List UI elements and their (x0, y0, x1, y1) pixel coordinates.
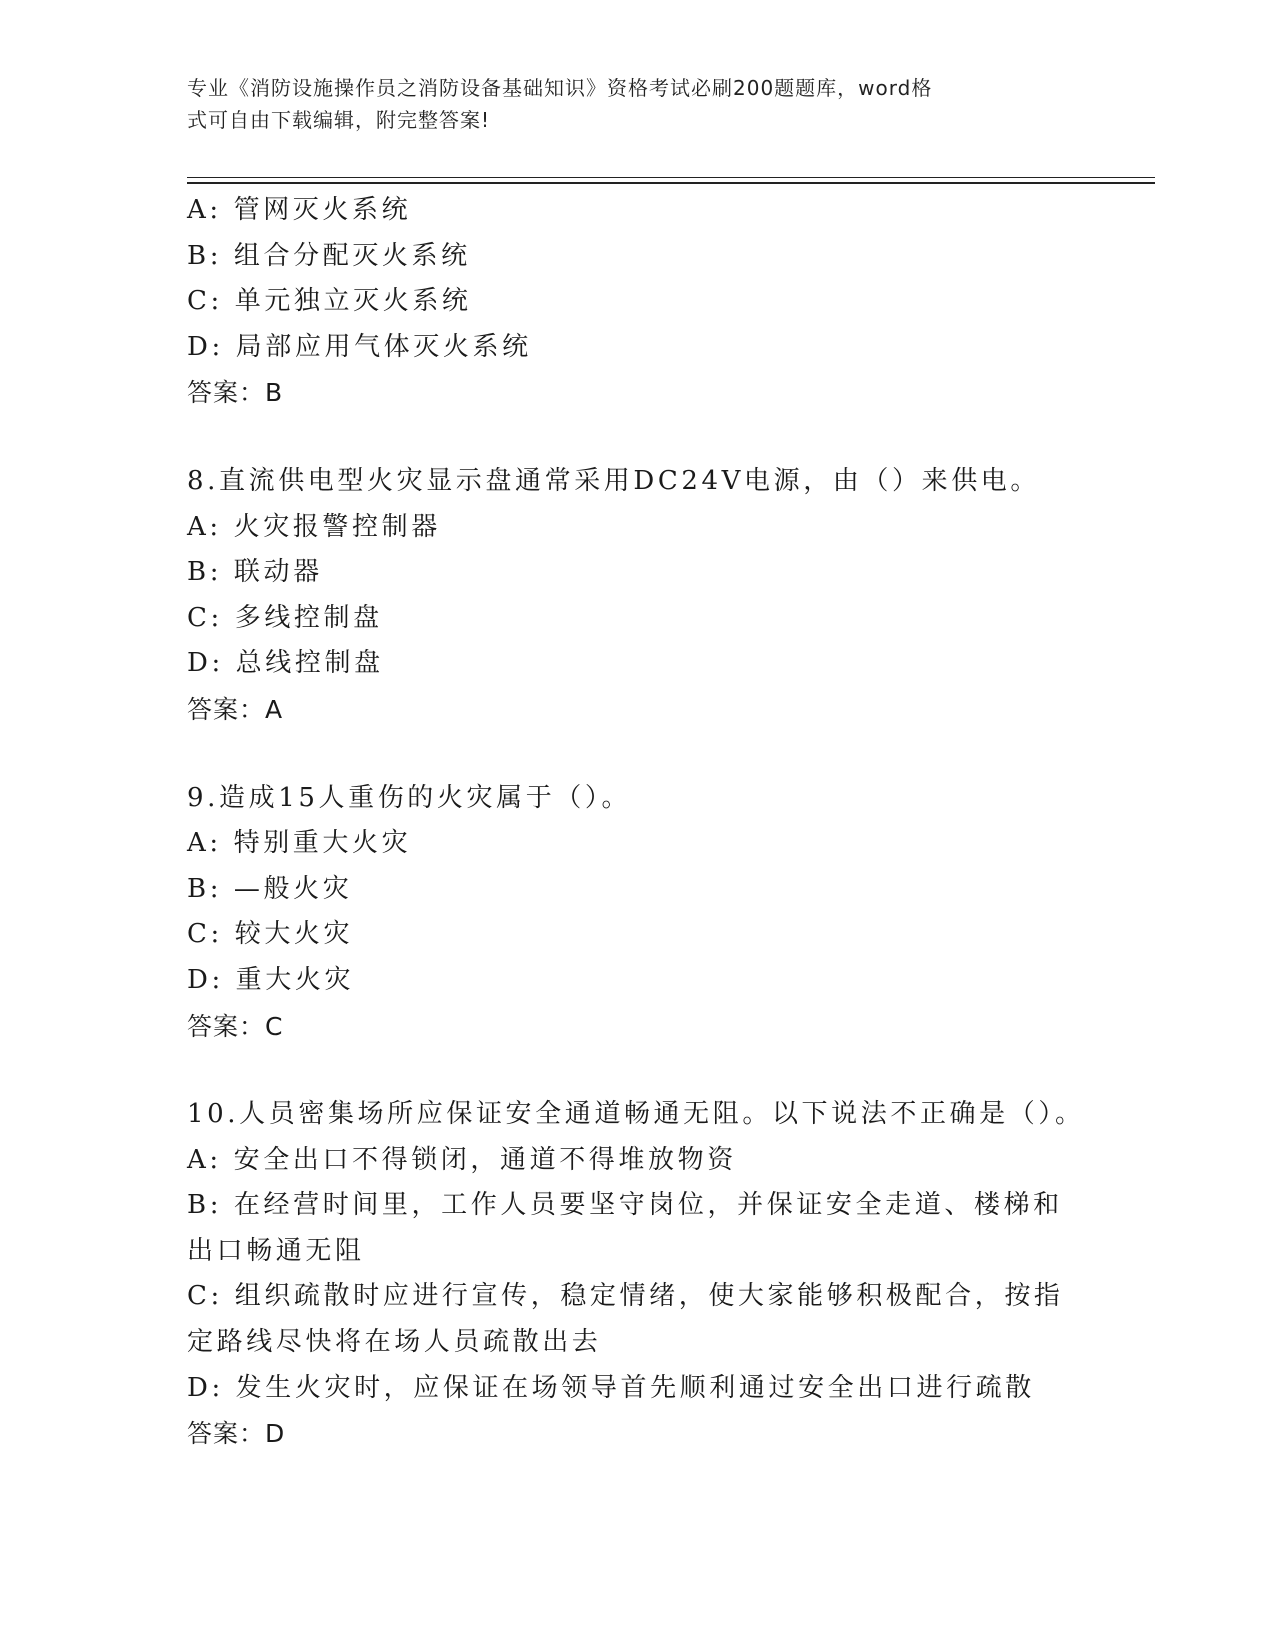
question-text: 9.造成15人重伤的火灾属于（）。 (187, 782, 632, 813)
option-d: D: 局部应用气体灭火系统 (187, 331, 532, 362)
option-c: C: 较大火灾 (187, 919, 354, 950)
question-9 (187, 776, 1087, 1050)
spacer (187, 733, 1087, 776)
spacer (187, 1049, 1087, 1092)
option-a: A: 火灾报警控制器 (187, 511, 441, 542)
option-c: C: 多线控制盘 (187, 602, 383, 633)
answer: 答案：C (187, 1011, 284, 1041)
question-10 (187, 1092, 1087, 1457)
answer: 答案：A (187, 694, 284, 724)
document-header (187, 72, 1067, 136)
header-divider-thin (187, 177, 1155, 178)
question-7 (187, 188, 1087, 416)
question-list (187, 188, 1087, 1457)
option-a: A: 管网灭火系统 (187, 195, 412, 225)
question-text: 8.直流供电型火灾显示盘通常采用DC24V电源，由（）来供电。 (187, 465, 1041, 496)
option-b: B: 联动器 (187, 557, 323, 588)
option-d: D: 总线控制盘 (187, 648, 384, 679)
header-line-1: 专业《消防设施操作员之消防设备基础知识》资格考试必刷200题题库，word格 (187, 76, 933, 100)
option-b: B: 在经营时间里，工作人员要坚守岗位，并保证安全走道、楼梯和出口畅通无阻 (187, 1190, 1063, 1266)
option-d: D: 重大火灾 (187, 964, 355, 995)
answer: 答案：D (187, 1419, 286, 1449)
header-divider-thick (187, 182, 1155, 184)
option-b: B: —般火灾 (187, 873, 353, 904)
option-b: B: 组合分配灭火系统 (187, 240, 471, 271)
question-text: 10.人员密集场所应保证安全通道畅通无阻。以下说法不正确是（）。 (187, 1099, 1085, 1130)
option-c: C: 组织疏散时应进行宣传，稳定情绪，使大家能够积极配合，按指定路线尽快将在场人员疏散出去 (187, 1281, 1064, 1358)
option-c: C: 单元独立灭火系统 (187, 286, 472, 317)
answer: 答案：B (187, 378, 284, 408)
option-a: A: 特别重大火灾 (187, 828, 412, 859)
question-8 (187, 459, 1087, 733)
spacer (187, 416, 1087, 459)
option-a: A: 安全出口不得锁闭，通道不得堆放物资 (187, 1144, 737, 1175)
option-d: D: 发生火灾时，应保证在场领导首先顺利通过安全出口进行疏散 (187, 1372, 1035, 1403)
header-line-2: 式可自由下载编辑，附完整答案! (187, 108, 491, 132)
